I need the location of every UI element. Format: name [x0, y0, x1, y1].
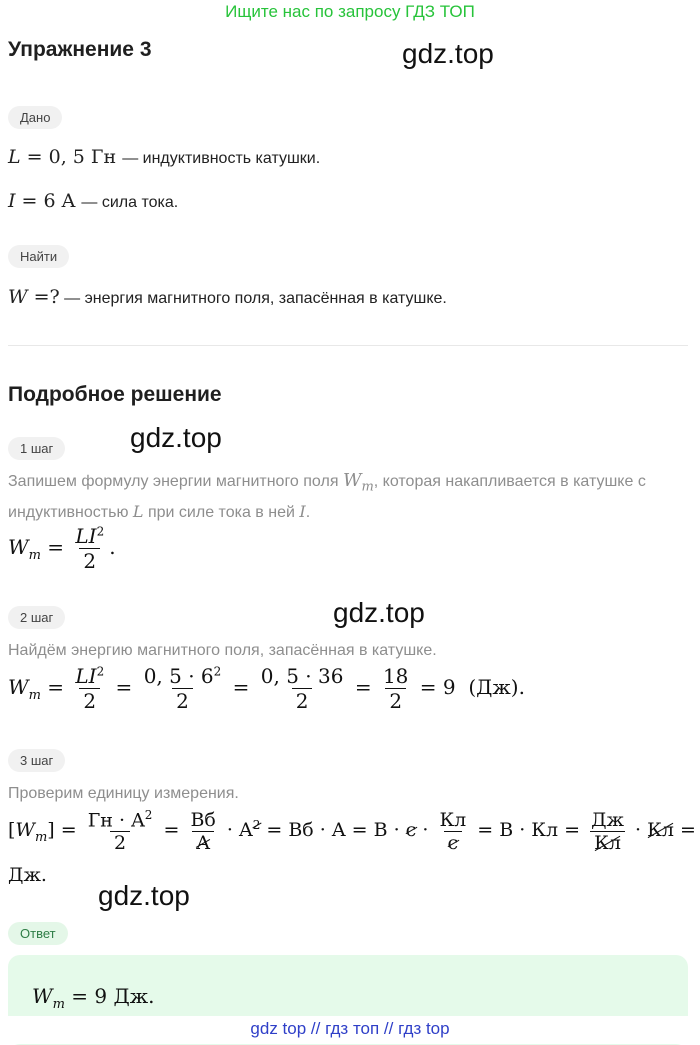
find-line: [8, 286, 447, 308]
step2-badge: 2 шаг: [8, 606, 65, 629]
footer-links: gdz top // гдз топ // гдз top: [250, 1019, 450, 1038]
step1-text-d: при силе тока в ней: [147, 503, 295, 521]
step2-section: [8, 606, 65, 629]
step1-formula: $W_m$ = $\frac{LI^2}{2}$ .: [8, 524, 116, 573]
given-section: [8, 106, 62, 129]
given-inductance-formula: L = 0, 5 Гн: [8, 146, 123, 168]
step2-formula: $W_m$ = $\frac{LI^2}{2}$ = $\frac{0, 5 \cdot 6^2}{2}$ = $\frac{0, 5 \cdot 36}{2}$ = $\frac{18}{2}$ = 9 (Дж).: [8, 664, 525, 713]
answer-badge: Ответ: [8, 922, 68, 945]
given-current-formula: I = 6 A: [8, 190, 82, 212]
find-badge: Найти: [8, 245, 69, 268]
step3-formula-end: Дж.: [8, 864, 47, 886]
exercise-title: Упражнение 3: [8, 38, 152, 61]
step3-formula: $[W_m]$ = $\frac{Гн \cdot A^2}{2}$ = $\frac{Вб}{A}$ · $A^2$ = Вб · A = B · c · $\frac{Кл}{c}$ = B · Кл = $\frac{Дж}{Кл}$ · Кл =: [8, 808, 696, 855]
step3-section: [8, 749, 65, 772]
given-inductance-text: — индуктивность катушки.: [122, 150, 321, 167]
find-formula: W =?: [8, 286, 60, 308]
step3-badge: 3 шаг: [8, 749, 65, 772]
given-badge: Дано: [8, 106, 62, 129]
watermark: gdz.top: [130, 422, 222, 453]
step1-text-b: , которая накапливается в катушке с: [373, 473, 646, 490]
step1-section: [8, 437, 65, 460]
search-banner: Ищите нас по запросу ГДЗ ТОП: [225, 2, 475, 21]
step2-text: Найдём энергию магнитного поля, запасённая в катушке.: [8, 642, 437, 659]
step1-badge: 1 шаг: [8, 437, 65, 460]
find-text: — энергия магнитного поля, запасённая в катушке.: [64, 290, 447, 307]
answer-formula: $W_m = 9$ Дж.: [32, 984, 155, 1012]
watermark: gdz.top: [333, 597, 425, 628]
find-section: [8, 245, 69, 268]
step3-text: Проверим единицу измерения.: [8, 785, 239, 802]
solution-title: Подробное решение: [8, 383, 222, 406]
answer-section: [8, 922, 68, 945]
section-divider: [8, 345, 688, 346]
given-current-text: — сила тока.: [81, 194, 179, 211]
watermark: gdz.top: [98, 880, 190, 911]
step1-text: Запишем формулу энергии магнитного поля $W_m$, которая накапливается в катушке с индуктивностью L при силе тока в ней I.: [8, 470, 646, 521]
watermark: gdz.top: [402, 38, 494, 69]
step1-text-c: индуктивностью: [8, 503, 129, 521]
given-line-current: [8, 190, 178, 212]
step1-text-a: Запишем формулу энергии магнитного поля: [8, 473, 339, 490]
given-line-inductance: [8, 146, 320, 168]
